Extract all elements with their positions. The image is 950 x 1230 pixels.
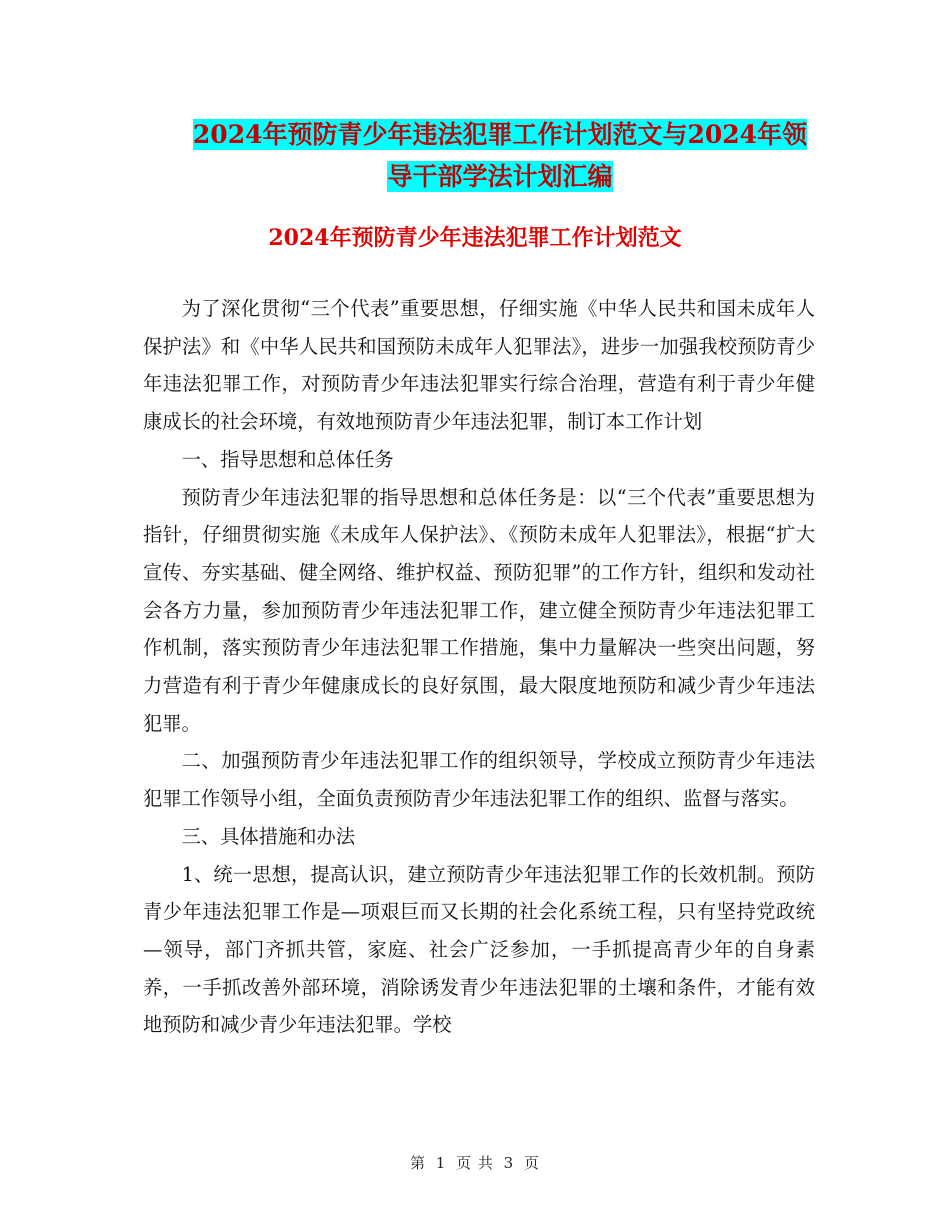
footer-suffix: 页 [524,1154,541,1172]
section-title: 2024年预防青少年违法犯罪工作计划范文 [268,225,682,251]
main-title-line2: 导干部学法计划汇编 [387,162,613,191]
paragraph-guiding-thought: 预防青少年违法犯罪的指导思想和总体任务是：以“三个代表”重要思想为指针，仔细贯彻实施《未成年人保护法》、《预防未成年人犯罪法》，根据“扩大宣传、夯实基础、健全网络、维护权益、预防犯罪”的工作方针，组织和发动社会各方力量，参加预防青少年违法犯罪工作，建立健全预防青少年违法犯罪工作机制，落实预防青少年违法犯罪工作措施，集中力量解决一些突出问题，努力营造有利于青少年健康成长的良好氛围，最大限度地预防和减少青少年违法犯罪。 [143,485,815,735]
main-title-line1: 2024年预防青少年违法犯罪工作计划范文与2024年领 [192,120,808,149]
footer-current-page: 1 [435,1154,447,1172]
paragraph-measure-1: 1、统一思想，提高认识，建立预防青少年违法犯罪工作的长效机制。预防青少年违法犯罪工作是—项艰巨而又长期的社会化系统工程，只有坚持党政统—领导，部门齐抓共管，家庭、社会广泛参加，一手抓提高青少年的自身素养，一手抓改善外部环境，消除诱发青少年违法犯罪的土壤和条件，才能有效地预防和减少青少年违法犯罪。学校 [143,862,815,1037]
footer-prefix: 第 [409,1154,426,1172]
main-title [120,114,880,198]
footer-mid: 页 共 [456,1154,494,1172]
body-text [143,290,815,1044]
heading-guiding-thought: 一、指导思想和总体任务 [181,447,394,471]
footer-total-pages: 3 [503,1154,515,1172]
paragraph-intro: 为了深化贯彻“三个代表”重要思想，仔细实施《中华人民共和国未成年人保护法》和《中华人民共和国预防未成年人犯罪法》，进步一加强我校预防青少年违法犯罪工作，对预防青少年违法犯罪实行综合治理，营造有利于青少年健康成长的社会环境，有效地预防青少年违法犯罪，制订本工作计划 [143,297,815,434]
page-footer [0,1152,950,1174]
paragraph-organization: 二、加强预防青少年违法犯罪工作的组织领导，学校成立预防青少年违法犯罪工作领导小组，全面负责预防青少年违法犯罪工作的组织、监督与落实。 [143,749,815,811]
heading-measures: 三、具体措施和办法 [181,824,356,848]
